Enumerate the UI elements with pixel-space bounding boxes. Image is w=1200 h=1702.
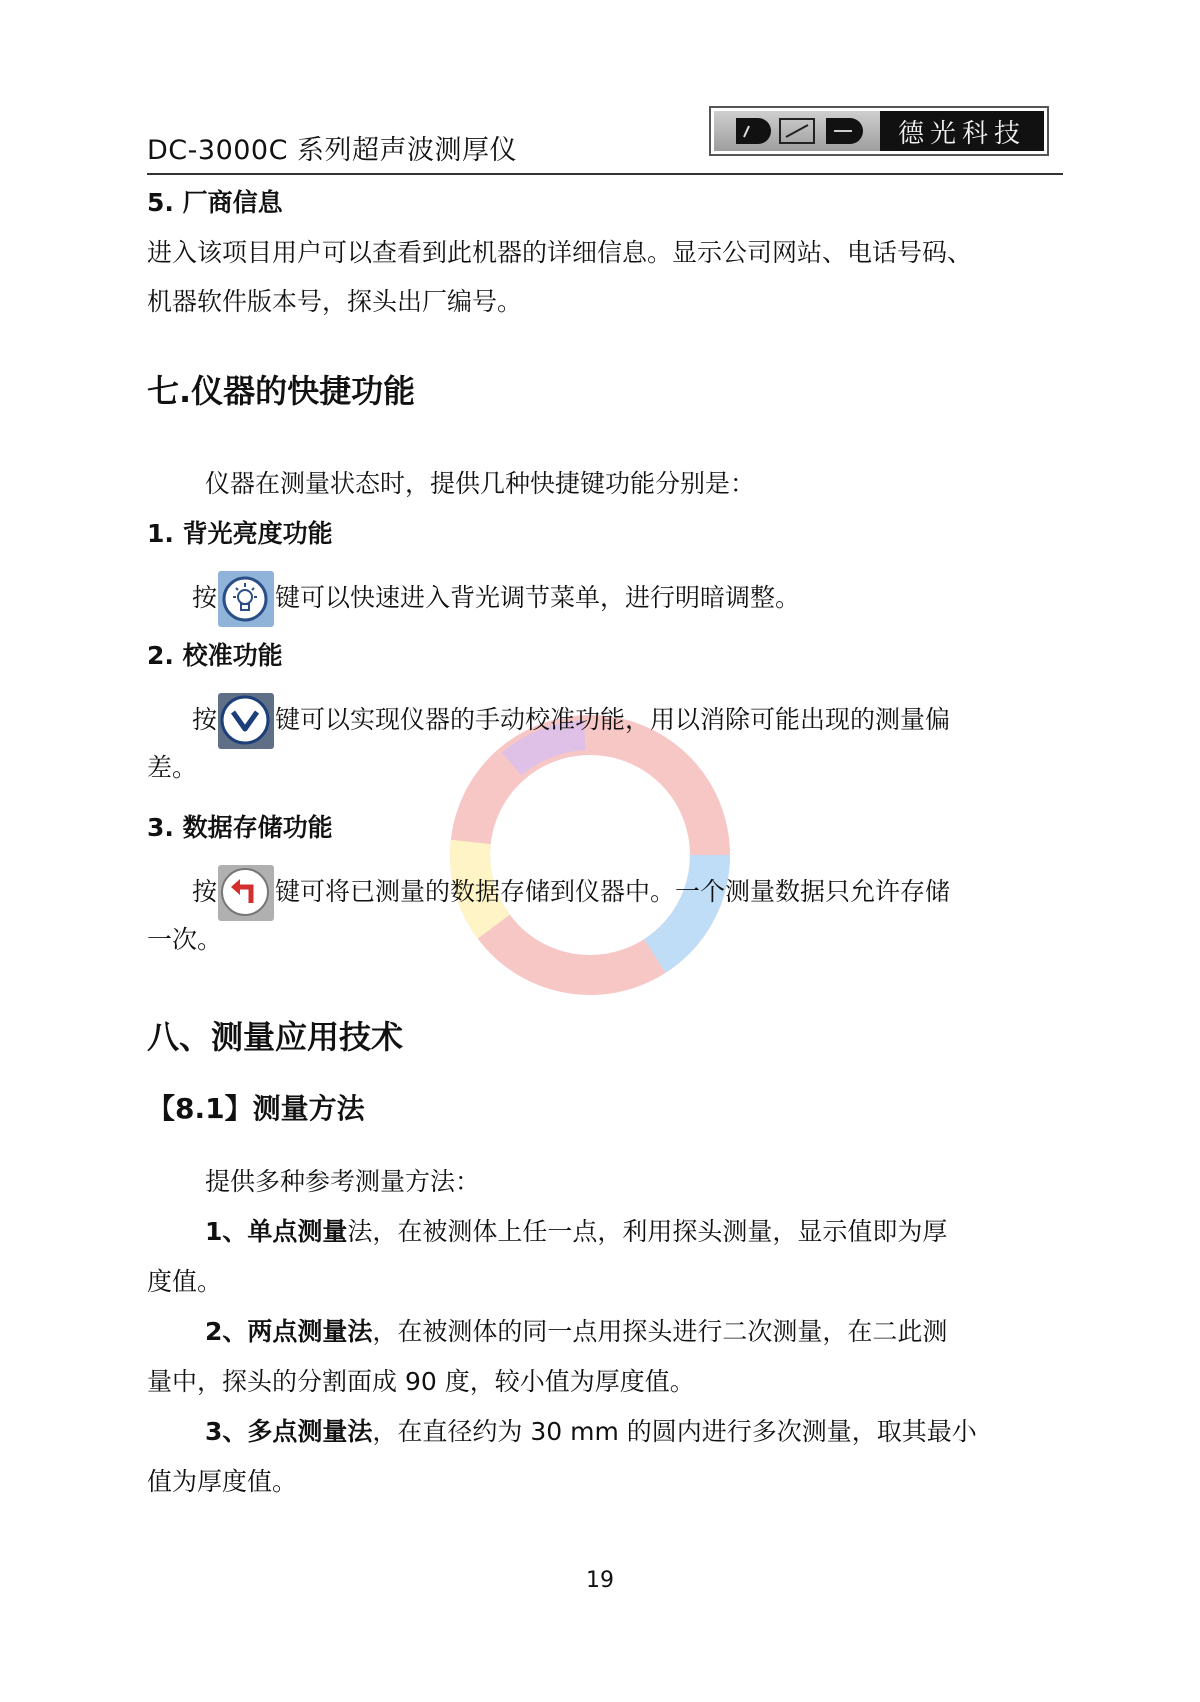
text: 键可将已测量的数据存储到仪器中。一个测量数据只允许存储	[275, 877, 951, 906]
chapter-7-title: 七.仪器的快捷功能	[147, 372, 416, 410]
text: 按	[192, 705, 218, 734]
feature-2-title: 2. 校准功能	[147, 641, 283, 670]
method-1-line	[205, 1207, 947, 1257]
section-8-1-title: 【8.1】测量方法	[147, 1092, 365, 1125]
text: 按	[192, 583, 218, 612]
feature-3-title: 3. 数据存储功能	[147, 813, 333, 842]
paragraph: 差。	[147, 753, 198, 782]
paragraph: 机器软件版本号，探头出厂编号。	[147, 287, 523, 316]
lightbulb-icon	[218, 571, 274, 627]
text: 键可以实现仪器的手动校准功能，用以消除可能出现的测量偏	[275, 705, 951, 734]
paragraph: 量中，探头的分割面成 90 度，较小值为厚度值。	[147, 1367, 695, 1396]
paragraph: 仪器在测量状态时，提供几种快捷键功能分别是：	[205, 469, 756, 498]
text: 法，在被测体上任一点，利用探头测量，显示值即为厚	[347, 1217, 948, 1246]
method-3-line	[205, 1407, 977, 1457]
text: 1、单点测量	[205, 1217, 348, 1246]
paragraph: 度值。	[147, 1267, 223, 1296]
text: 3、多点测量法	[205, 1417, 373, 1446]
company-logo	[709, 106, 1049, 156]
feature-3-line	[192, 865, 950, 921]
text: 2、两点测量法	[205, 1317, 373, 1346]
chevron-down-icon	[218, 693, 274, 749]
text: ，在被测体的同一点用探头进行二次测量，在二此测	[372, 1317, 948, 1346]
text: ，在直径约为 30 mm 的圆内进行多次测量，取其最小	[372, 1417, 977, 1446]
chapter-8-title: 八、测量应用技术	[147, 1018, 404, 1056]
method-2-line	[205, 1307, 947, 1357]
section-5-title: 5. 厂商信息	[147, 188, 283, 217]
paragraph: 进入该项目用户可以查看到此机器的详细信息。显示公司网站、电话号码、	[147, 238, 973, 267]
logo-text: 德光科技	[880, 111, 1044, 151]
return-arrow-icon	[218, 865, 274, 921]
feature-2-line	[192, 693, 950, 749]
feature-1-title: 1. 背光亮度功能	[147, 519, 333, 548]
paragraph: 提供多种参考测量方法：	[205, 1167, 481, 1196]
page-number: 19	[586, 1568, 614, 1593]
text: 按	[192, 877, 218, 906]
header-divider	[147, 173, 1063, 175]
feature-1-line	[192, 571, 800, 627]
paragraph: 值为厚度值。	[147, 1467, 298, 1496]
header-title: DC-3000C 系列超声波测厚仪	[147, 135, 518, 166]
text: 键可以快速进入背光调节菜单，进行明暗调整。	[275, 583, 801, 612]
paragraph: 一次。	[147, 925, 223, 954]
